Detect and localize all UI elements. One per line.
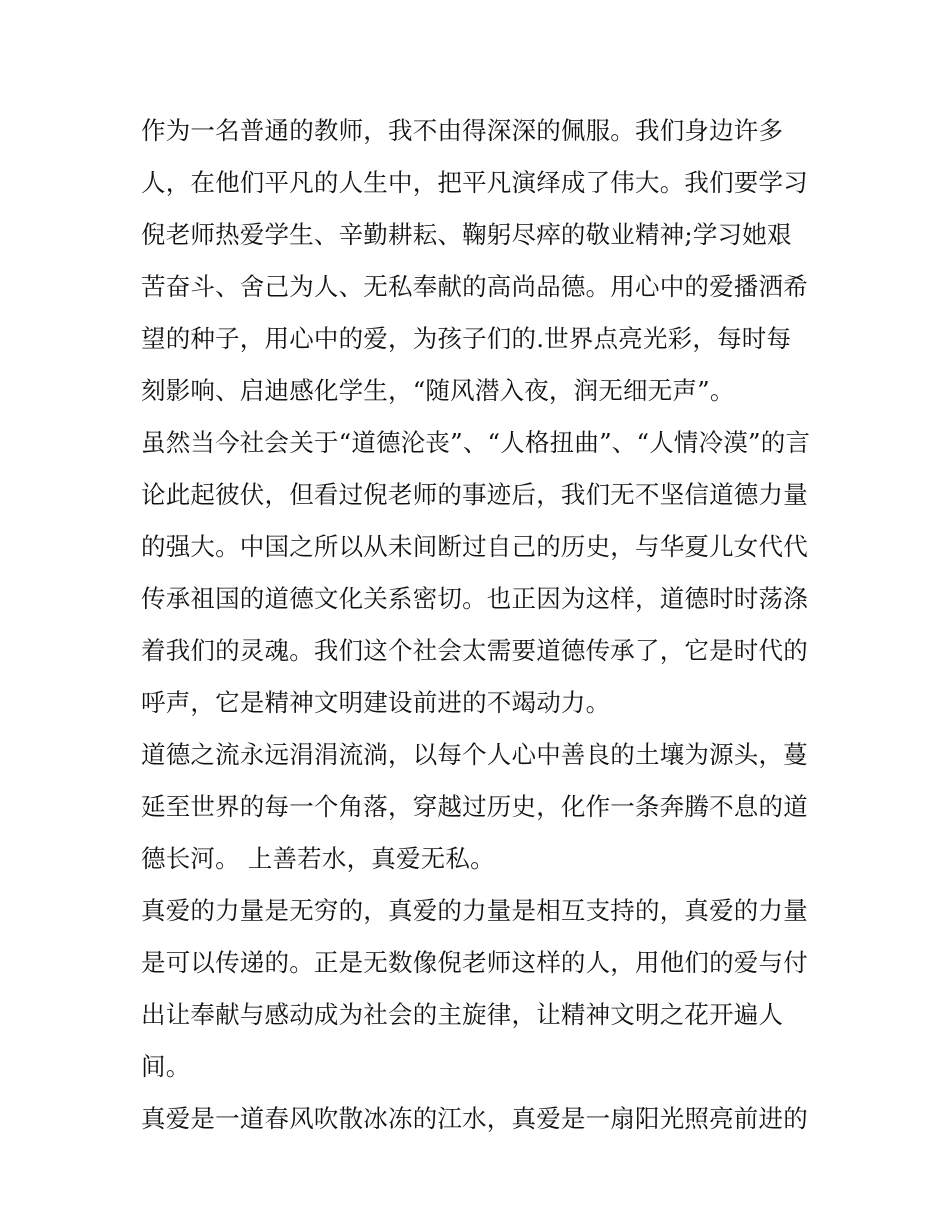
text-line: 人，在他们平凡的人生中，把平凡演绎成了伟大。我们要学习 (141, 168, 808, 197)
text-line: 间。 (141, 1052, 191, 1081)
paragraph-1 (141, 105, 816, 417)
paragraph-3 (141, 729, 816, 885)
text-line: 苦奋斗、舍己为人、无私奉献的高尚品德。用心中的爱播洒希 (141, 272, 808, 301)
text-line: 倪老师热爱学生、辛勤耕耘、鞠躬尽瘁的敬业精神;学习她艰 (141, 220, 792, 249)
text-line: 虽然当今社会关于“道德沦丧”、“人格扭曲”、“人情冷漠”的言 (141, 428, 811, 457)
text-line: 出让奉献与感动成为社会的主旋律，让精神文明之花开遍人 (141, 1000, 784, 1029)
paragraph-5 (141, 1093, 816, 1145)
text-line: 望的种子，用心中的爱，为孩子们的.世界点亮光彩，每时每 (141, 324, 792, 353)
text-line: 呼声，它是精神文明建设前进的不竭动力。 (141, 688, 611, 717)
text-line: 作为一名普通的教师，我不由得深深的佩服。我们身边许多 (141, 116, 784, 145)
text-line: 传承祖国的道德文化关系密切。也正因为这样，道德时时荡涤 (141, 584, 808, 613)
text-line: 延至世界的每一个角落，穿越过历史，化作一条奔腾不息的道 (141, 792, 808, 821)
text-line: 真爱是一道春风吹散冰冻的江水，真爱是一扇阳光照亮前进的 (141, 1104, 808, 1133)
paragraph-4 (141, 885, 816, 1093)
text-line: 德长河。 上善若水，真爱无私。 (141, 844, 495, 873)
text-line: 的强大。中国之所以从未间断过自己的历史，与华夏儿女代代 (141, 532, 808, 561)
paragraph-2 (141, 417, 816, 729)
document-body (141, 105, 816, 1145)
text-line: 道德之流永远涓涓流淌，以每个人心中善良的土壤为源头，蔓 (141, 740, 808, 769)
text-line: 论此起彼伏，但看过倪老师的事迹后，我们无不坚信道德力量 (141, 480, 808, 509)
text-line: 着我们的灵魂。我们这个社会太需要道德传承了，它是时代的 (141, 636, 808, 665)
text-line: 是可以传递的。正是无数像倪老师这样的人，用他们的爱与付 (141, 948, 808, 977)
text-line: 真爱的力量是无穷的，真爱的力量是相互支持的，真爱的力量 (141, 896, 808, 925)
text-line: 刻影响、启迪感化学生，“随风潜入夜，润无细无声”。 (141, 376, 735, 405)
